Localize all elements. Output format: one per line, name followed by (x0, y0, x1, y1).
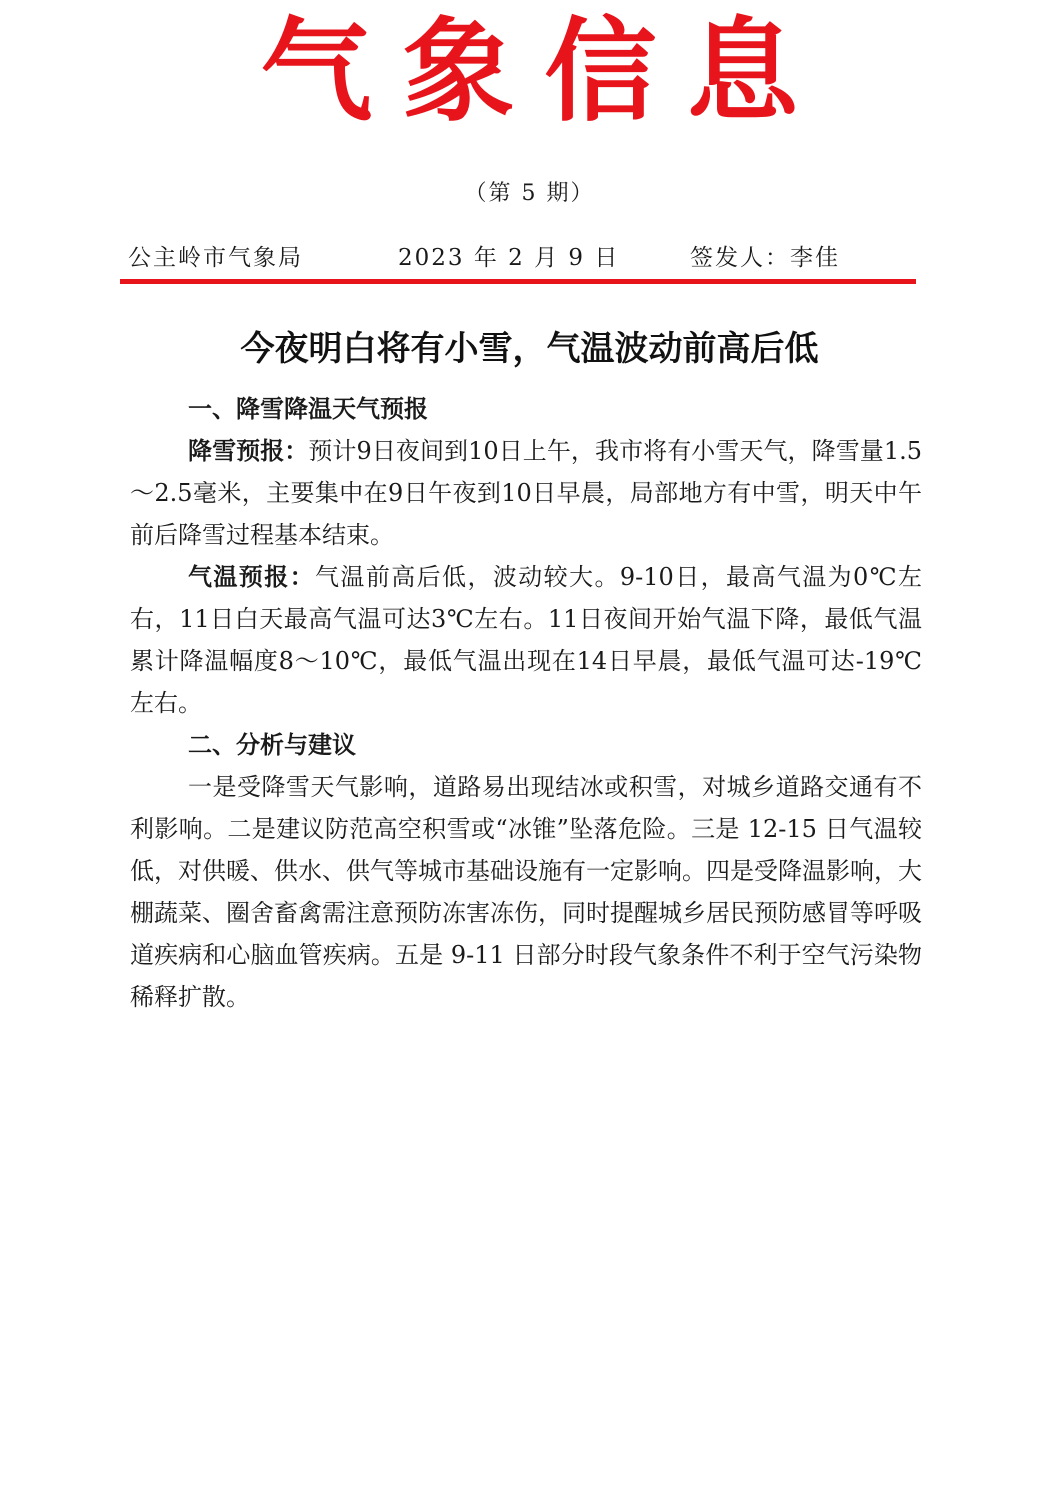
temperature-forecast-lead: 气温预报： (188, 563, 316, 591)
section-1-heading: 一、降雪降温天气预报 (188, 395, 428, 423)
section-2-heading: 二、分析与建议 (188, 731, 356, 759)
signer: 签发人：李佳 (690, 245, 840, 271)
advice-paragraph: 一是受降雪天气影响，道路易出现结冰或积雪，对城乡道路交通有不利影响。二是建议防范高空积雪或“冰锥”坠落危险。三是 12-15 日气温较低，对供暖、供水、供气等城市基础设施有一定影响。四是受降温影响，大棚蔬菜、圈舍畜禽需注意预防冻害冻伤，同时提醒城乡居民预防感冒等呼吸道疾病和心脑血管疾病。五是 9-11 日部分时段气象条件不利于空气污染物稀释扩散。 (130, 773, 922, 1011)
issue-date: 2023 年 2 月 9 日 (398, 245, 620, 271)
masthead-title: 气象信息 (260, 6, 829, 137)
snow-forecast-lead: 降雪预报： (188, 437, 309, 465)
header-meta-row (128, 240, 918, 276)
snow-forecast-paragraph (130, 430, 922, 556)
headline: 今夜明白将有小雪，气温波动前高后低 (240, 329, 819, 369)
snow-forecast-text: 预计9日夜间到10日上午，我市将有小雪天气，降雪量1.5～2.5毫米，主要集中在9日午夜到10日早晨，局部地方有中雪，明天中午前后降雪过程基本结束。 (130, 437, 923, 549)
issue-number: （第 5 期） (464, 181, 595, 206)
red-divider (120, 279, 916, 284)
issuer: 公主岭市气象局 (128, 245, 303, 271)
temperature-forecast-text: 气温前高后低，波动较大。9-10日，最高气温为0℃左右，11日白天最高气温可达3℃左右。11日夜间开始气温下降，最低气温累计降温幅度8～10℃，最低气温出现在14日早晨，最低气温可达-19℃左右。 (130, 563, 922, 717)
temperature-forecast-paragraph (130, 556, 922, 724)
document-body (130, 388, 922, 1018)
